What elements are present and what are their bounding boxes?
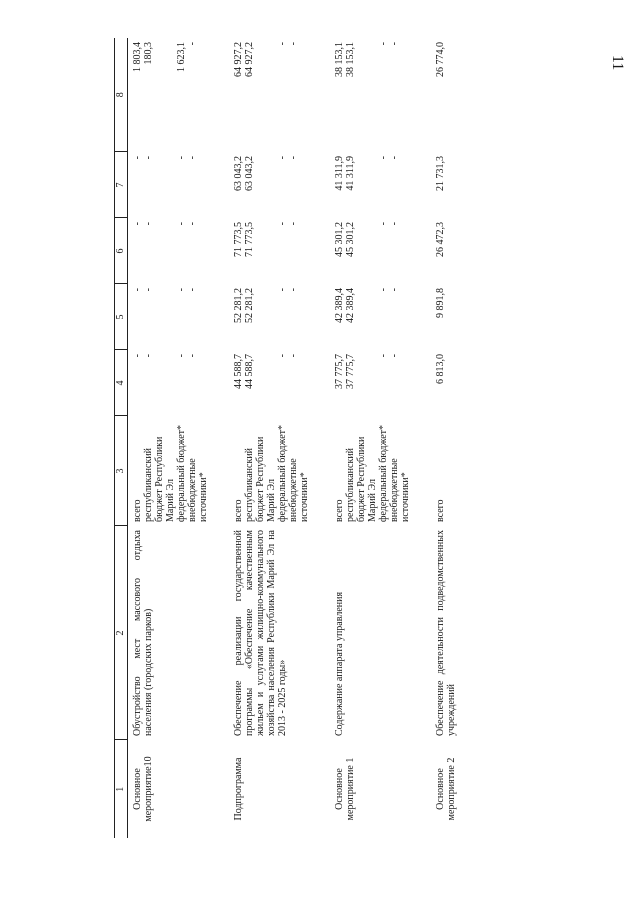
funding-source: всего [132,499,143,522]
funding-source: внебюджетные источники* [389,458,411,522]
column-header: 2 [115,526,128,740]
spacer-row [310,38,330,838]
amount-cell: 71 773,5 [244,222,255,257]
amount-cell: 42 389,4 [345,288,356,323]
amount-cell: - [132,288,143,292]
amount-cell: 9 891,8 [435,288,446,318]
amount-cell: - [132,354,143,358]
activity-code: Основное мероприятие10 [132,756,154,822]
column-header: 7 [115,152,128,218]
amount-cell: 1 803,4 [132,42,143,72]
amount-cell: - [187,222,198,226]
funding-source: федеральный бюджет* [378,424,389,522]
activity-code: Основное мероприятие 2 [435,757,457,821]
amount-cell: - [187,288,198,292]
spacer-cell [411,38,431,838]
table-row [128,38,144,838]
amount-cell: - [378,156,389,160]
amount-cell: 38 153,1 [345,42,356,77]
activity-code: Основное мероприятие 1 [334,757,356,821]
amount-cell: - [143,222,154,226]
spacer-cell [209,38,229,838]
amount-cell: - [143,354,154,358]
amount-cell: - [389,156,400,160]
amount-cell: - [187,354,198,358]
column-header: 4 [115,350,128,416]
amount-cell: 71 773,5 [233,222,244,257]
amount-cell: - [132,222,143,226]
activity-code: Подпрограмма [233,757,244,821]
amount-cell: 63 043,2 [233,156,244,191]
amount-cell: - [277,222,288,226]
amount-cell: 26 472,3 [435,222,446,257]
amount-cell: 45 301,2 [345,222,356,257]
page-number: 11 [609,55,626,71]
amount-cell: - [378,354,389,358]
amount-cell: - [187,156,198,160]
spacer-cell [310,38,330,838]
amount-cell: - [143,288,154,292]
amount-cell: - [288,156,299,160]
amount-cell: - [176,288,187,292]
table-body [128,38,458,838]
funding-source: всего [334,499,345,522]
amount-cell: - [277,42,288,46]
amount-cell: - [288,288,299,292]
spacer-row [411,38,431,838]
column-header: 3 [115,416,128,526]
spacer-row [209,38,229,838]
table-row [229,38,244,838]
amount-cell: 42 389,4 [334,288,345,323]
amount-cell: - [389,354,400,358]
amount-cell: 37 775,7 [345,354,356,389]
amount-cell: - [378,222,389,226]
amount-cell: 52 281,2 [244,288,255,323]
column-header: 5 [115,284,128,350]
amount-cell: - [277,354,288,358]
amount-cell: 64 927,2 [244,42,255,77]
funding-source: внебюджетные источники* [187,458,209,522]
amount-cell: - [389,288,400,292]
amount-cell: 180,3 [143,42,154,65]
amount-cell: - [288,354,299,358]
table-row [330,38,345,838]
amount-cell: - [288,42,299,46]
table-row [431,38,457,838]
funding-source: всего [233,499,244,522]
amount-cell: 6 813,0 [435,354,446,384]
amount-cell: 52 281,2 [233,288,244,323]
amount-cell: 26 774,0 [435,42,446,77]
funding-source: федеральный бюджет* [176,424,187,522]
amount-cell: 38 153,1 [334,42,345,77]
amount-cell: - [176,156,187,160]
activity-name: Содержание аппарата управления [334,591,345,736]
amount-cell: 63 043,2 [244,156,255,191]
amount-cell: - [389,222,400,226]
funding-source: внебюджетные источники* [288,458,310,522]
funding-source: республиканский бюджет Республики Марий Эл [345,436,378,522]
amount-cell: 44 588,7 [233,354,244,389]
amount-cell: 45 301,2 [334,222,345,257]
amount-cell: - [277,288,288,292]
amount-cell: - [389,42,400,46]
funding-table [114,38,457,838]
amount-cell: 1 623,1 [176,42,187,72]
activity-name: Обеспечение деятельности подведомственных учреждений [435,530,457,736]
column-header: 8 [115,38,128,152]
activity-name: Обустройство мест массового отдыха населения (городских парков) [132,530,154,736]
column-header: 6 [115,218,128,284]
funding-source: республиканский бюджет Республики Марий Эл [244,436,277,522]
column-header: 1 [115,740,128,838]
amount-cell: - [132,156,143,160]
rotated-page [114,38,640,838]
funding-source: всего [435,499,446,522]
amount-cell: 64 927,2 [233,42,244,77]
amount-cell: - [378,42,389,46]
amount-cell: - [176,354,187,358]
amount-cell: 44 588,7 [244,354,255,389]
document-sheet [114,38,574,838]
amount-cell: - [378,288,389,292]
amount-cell: 37 775,7 [334,354,345,389]
amount-cell: - [277,156,288,160]
amount-cell: - [288,222,299,226]
amount-cell: 21 731,3 [435,156,446,191]
activity-name: Обеспечение реализации государственной программы «Обеспечение качественным жильем и услугами жилищно-коммунального хозяйства населения Республики Марий Эл на 2013 - 2025 годы» [233,530,288,736]
header-row [115,38,128,838]
amount-cell: - [143,156,154,160]
amount-cell: - [187,42,198,46]
amount-cell: 41 311,9 [345,156,356,191]
funding-source: республиканский бюджет Республики Марий Эл [143,436,176,522]
funding-source: федеральный бюджет* [277,424,288,522]
amount-cell: 41 311,9 [334,156,345,191]
amount-cell: - [176,222,187,226]
